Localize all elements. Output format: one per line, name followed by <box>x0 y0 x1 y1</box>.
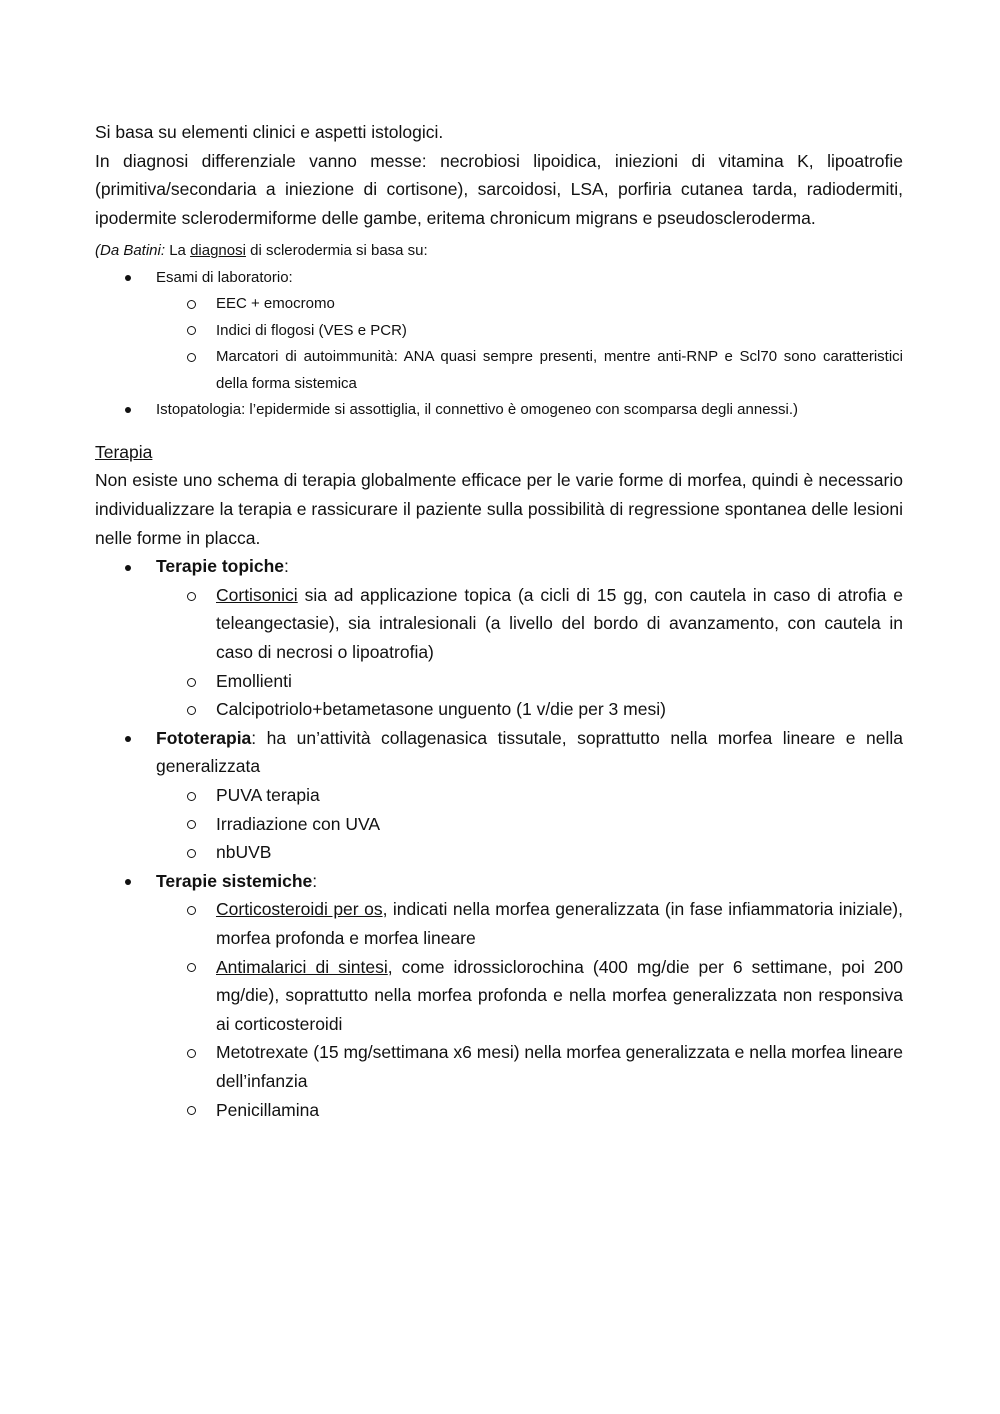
list-item <box>156 1038 903 1095</box>
sistemiche-label: Terapie sistemiche <box>156 870 313 891</box>
list-item <box>95 867 903 1124</box>
terapia-heading: Terapia <box>95 441 153 462</box>
circle-bullet-icon <box>187 291 196 318</box>
batini-sublist <box>156 291 903 397</box>
list-item <box>156 695 903 724</box>
corticosteroidi-term: Corticosteroidi per os <box>216 899 383 920</box>
colon: : <box>284 556 289 577</box>
terapia-intro: Non esiste uno schema di terapia globalmente efficace per le varie forme di morfea, quindi è necessario individualizzare la terapia e rassicurare il paziente sulla possibilità di regressione spontanea delle lesioni nelle forme in placca. <box>95 470 903 548</box>
terapia-list <box>95 552 903 1124</box>
intro-paragraph-2: In diagnosi differenziale vanno messe: necrobiosi lipoidica, iniezioni di vitamina K, lipoatrofie (primitiva/secondaria a iniezione di cortisone), sarcoidosi, LSA, porfiria cutanea tarda, radiodermiti, ipodermite sclerodermiforme delle gambe, eritema chronicum migrans e pseudoscleroderma. <box>95 150 903 228</box>
colon: : <box>312 870 318 891</box>
antimalarici-term: Antimalarici di sintesi <box>216 956 388 977</box>
list-item <box>95 397 903 424</box>
bullet-icon <box>125 552 131 581</box>
list-item <box>95 552 903 724</box>
circle-bullet-icon <box>187 895 196 924</box>
list-item <box>156 895 903 952</box>
circle-bullet-icon <box>187 838 196 867</box>
sub-item-text: nbUVB <box>216 842 272 863</box>
sub-item-text: Irradiazione con UVA <box>216 813 381 834</box>
list-item <box>156 838 903 867</box>
sub-item-text: Emollienti <box>216 670 292 691</box>
fototerapia-text: : ha un’attività collagenasica tissutale, soprattutto nella morfea lineare e nella generalizzata <box>156 727 903 777</box>
list-item <box>156 667 903 696</box>
circle-bullet-icon <box>187 953 196 982</box>
batini-source: (Da Batini: <box>95 242 166 260</box>
list-item <box>95 265 903 398</box>
topiche-label: Terapie topiche <box>156 556 285 577</box>
intro-paragraph-1: Si basa su elementi clinici e aspetti istologici. <box>95 122 444 142</box>
sub-item-text: EEC + emocromo <box>216 295 335 313</box>
list-item <box>156 953 903 1039</box>
fototerapia-label: Fototerapia <box>156 727 252 748</box>
topiche-sublist <box>156 581 903 724</box>
document-page <box>95 118 903 1124</box>
circle-bullet-icon <box>187 1038 196 1067</box>
section-heading <box>95 438 903 467</box>
bullet-icon <box>125 867 131 896</box>
circle-bullet-icon <box>187 1096 196 1125</box>
sub-item-text: PUVA terapia <box>216 785 320 805</box>
list-item <box>156 810 903 839</box>
sub-item-text: Penicillamina <box>216 1099 320 1120</box>
list-item <box>156 1096 903 1125</box>
batini-la: La <box>165 242 191 260</box>
circle-bullet-icon <box>187 318 196 345</box>
list-item <box>95 724 903 867</box>
circle-bullet-icon <box>187 781 196 810</box>
circle-bullet-icon <box>187 344 196 371</box>
batini-rest: di sclerodermia si basa su: <box>245 242 428 260</box>
circle-bullet-icon <box>187 695 196 724</box>
list-item <box>156 344 903 397</box>
sub-item-text: Calcipotriolo+betametasone unguento (1 v/die per 3 mesi) <box>216 699 666 720</box>
sub-item-text: , come idrossiclorochina (400 mg/die per 6 settimane, poi 200 mg/die), soprattutto nella morfea profonda e nella morfea generalizzata non responsiva ai corticosteroidi <box>216 956 903 1034</box>
bullet-icon <box>125 265 131 292</box>
circle-bullet-icon <box>187 810 196 839</box>
batini-item-label: Esami di laboratorio: <box>156 268 293 286</box>
bullet-icon <box>125 397 131 424</box>
batini-intro <box>95 238 903 265</box>
batini-list <box>95 265 903 424</box>
list-item <box>156 781 903 810</box>
foto-sublist <box>156 781 903 867</box>
sub-item-text: sia ad applicazione topica (a cicli di 15 gg, con cautela in caso di atrofia e teleangectasie), sia intralesionali (a livello del bordo di avanzamento, con cautela in caso di necrosi o lipoatrofia) <box>216 584 903 663</box>
sistemiche-sublist <box>156 895 903 1124</box>
circle-bullet-icon <box>187 581 196 610</box>
list-item <box>156 581 903 667</box>
list-item <box>156 291 903 318</box>
sub-item-text: , indicati nella morfea generalizzata (in fase infiammatoria iniziale), morfea profonda e morfea lineare <box>216 899 903 948</box>
list-item <box>156 318 903 345</box>
cortisonici-term: Cortisonici <box>216 584 298 605</box>
circle-bullet-icon <box>187 667 196 696</box>
sub-item-text: Marcatori di autoimmunità: ANA quasi sempre presenti, mentre anti-RNP e Scl70 sono caratteristici della forma sistemica <box>216 348 903 392</box>
batini-item-label: Istopatologia: l’epidermide si assottiglia, il connettivo è omogeneo con scomparsa degli annessi.) <box>156 401 799 419</box>
sub-item-text: Indici di flogosi (VES e PCR) <box>216 321 407 339</box>
bullet-icon <box>125 724 131 753</box>
batini-diagnosi: diagnosi <box>190 242 246 260</box>
sub-item-text: Metotrexate (15 mg/settimana x6 mesi) nella morfea generalizzata e nella morfea lineare dell’infanzia <box>216 1042 903 1091</box>
